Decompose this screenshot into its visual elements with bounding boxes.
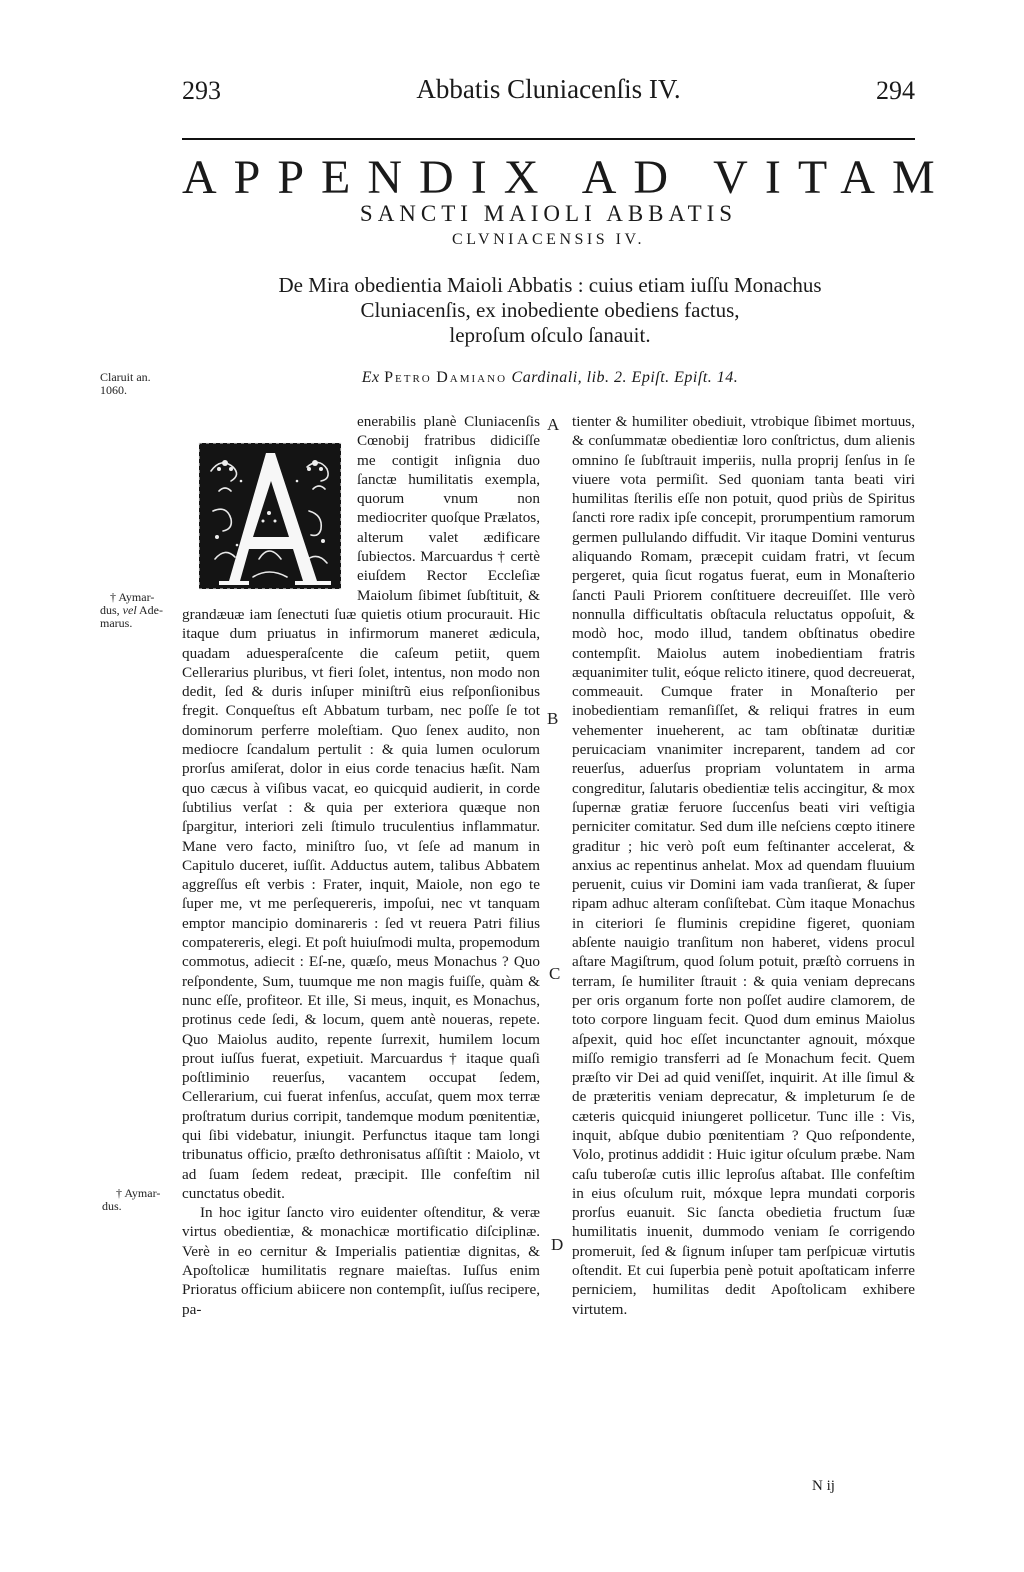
- section-marker-d: D: [551, 1235, 564, 1254]
- appendix-title: APPENDIX AD VITAM: [182, 151, 952, 204]
- appendix-subtitle: SANCTI MAIOLI ABBATIS: [359, 201, 738, 226]
- appendix-subtitle-2: CLVNIACENSIS IV.: [452, 231, 645, 248]
- margin-note-aymardus-1: [100, 591, 182, 630]
- margin-note-aymardus-2-line-1: † Aymar-: [116, 1186, 161, 1200]
- margin-note-aymardus-1-line-1: † Aymar-: [110, 590, 155, 604]
- margin-note-aymardus-2: [102, 1187, 184, 1213]
- drop-cap-initial: [197, 441, 343, 591]
- section-marker-a: A: [547, 415, 560, 434]
- source-ex: Ex: [361, 369, 380, 386]
- section-marker-b: B: [547, 709, 559, 728]
- margin-note-aymardus-1-line-3: marus.: [100, 616, 133, 630]
- source-reference: Cardinali, lib. 2. Epiſt. Epiſt. 14.: [511, 369, 739, 386]
- margin-note-aymardus-2-line-2: dus.: [102, 1199, 122, 1213]
- section-marker-c: C: [549, 964, 561, 983]
- right-column-paragraph: tienter & humiliter obediuit, vtrobique ſibimet mortuus, & conſummatæ obedientiæ loro conſtrictus, dum alienis omnino ſe ſubſtrauit imperiis, nulla proprij ſenſus in ſe viuere vota permiſit. Sed quoniam tanta beati viri humilitas ſterilis eſſe non potuit, quod priùs de Spiritus ſancti rore radix ipſe concepit, prorumpentium ramorum germen pullulando diffudit. Vir itaque Domini venturus aliquando Romam, præcepit cuidam fratri, vt ſecum pergeret, quia ſicut rogatus fuerat, eum in Monaſterio ſancti Pauli Priorem conſtituere decreuiſſet. Ille verò nonnulla difficultatis obſtacula reluctatus oppoſuit, & modò hoc, modo illud, tandem obſtinatus obedire contempſit. Maiolus autem inobedientiam fratris æquanimiter tulit, eóque relicto itinere, quod decreuerat, commeauit. Cumque frater in Monaſterio per inobedientiam remanſiſſet, & reliqui fratres in eum vehementer inueherent, ac tam obſtinatæ duritiæ peruicaciam vnanimiter increparent, tandem ad cor reuerſus, aduerſus propriam voluntatem in arma congreditur, ſalutaris obedientiæ telis accingitur, & mox ſupernæ gratiæ feruore ſuccenſus beati viri veſtigia perniciter comitatur. Sed dum ille neſciens cœpto itinere graditur ; hic verò poſt eum feſtinanter accelerat, & anxius ac repentinus anhelat. Mox ad quendam fluuium peruenit, cuius vir Domini iam vada tranſierat, & ſuper ripam adhuc alteram conſiſtebat. Cùm itaque Monachus in citeriori ſe fluminis crepidine figeret, quoniam abſente nauigio tranſitum non haberet, videns procul aſtare Magiſtrum, quod ſolum potuit, præſtò corruens in terram, ſe humiliter ſtrauit : & quia veniam deprecans per oris organum forte non poſſet audire clamorem, de toto corpore linguam fecit. Quod dum eminus Maiolus aſpexit, quid hoc eſſet incunctanter agnouit, móxque miſſo remigio transferri ad ſe Monachum fecit. Quem præſto vir Dei ad quid veniſſet, inquirit. At ille ſimul & de præteritis veniam deprecatur, & impleturum ſe de cæteris quicquid iniungeret pollicetur. Tunc ille : Vis, inquit, abſque dubio pœnitentiam ? Quo reſpondente, Volo, protinus addidit : Huic igitur oſculum præbe. Nam caſu tuberoſæ cutis illic leproſus aſtabat. Ille confeſtim in eius oſculum ruit, móxque lepra mundati corporis prorſus euanuit. Sic ſancta obedietia fructum ſuæ humilitatis inuenit, dummodo veniam ſe corrigendo promeruit, ſed & ſignum inſuper tam perſpicuæ virtutis oſtendit. Et cui ſuperbia penè potuit apoſtaticam inferre perniciem, humilitas dedit Apoſtolicam exhibere virtutem.: [572, 413, 915, 1318]
- source-author-first: Petro: [384, 369, 432, 386]
- chapter-heading-line-1: De Mira obedientia Maioli Abbatis : cuius etiam iuſſu Monachus: [278, 273, 822, 297]
- header-rule: [182, 138, 915, 140]
- left-column: [182, 412, 540, 1319]
- source-author-last: Damiano: [436, 369, 508, 386]
- left-column-paragraph-2: In hoc igitur ſancto viro euidenter oſtenditur, & veræ virtus obedientiæ, & monachicæ mortificatio diſciplinæ. Verè in eo cernitur & Imperialis patientiæ dignitas, & Apoſtolicæ humilitatis regnare maieſtas. Iuſſus enim Prioratus officium abiicere non contempſit, iuſſus recipere, pa-: [182, 1204, 540, 1318]
- margin-note-text: dus,: [100, 603, 120, 617]
- running-head: [182, 70, 915, 110]
- left-column-paragraph-1: enerabilis planè Cluniacenſis Cœnobij fratribus didiciſſe me contigit inſignia duo ſanctæ humilitatis exempla, quorum vnum non mediocriter quoſque Prælatos, alterum valet ædificare ſubiectos. Marcuardus † certè eiuſdem Rector Eccleſiæ Maiolum ſibimet ſubſtituit, & grandæuæ iam ſenectuti ſuæ quietis otium procurauit. Hic itaque dum priuatus in infirmorum maneret ædicula, quadam aduesperaſcente die caſeum petiit, quem Cellerarius pluribus, vt fieri ſolet, intentus, non modo non dedit, ſed & duris inſuper miniſtrũ eius reſponſionibus fregit. Conqueſtus eſt Abbatum turbam, nec poſſe ſe tot dominorum perferre moleſtiam. Quo ſenex audito, non mediocre ſcandalum pertulit : & quia lumen oculorum prorſus amiſerat, dolor in eius corde tenacius hæſit. Nam quo cæcus à viſibus vacat, eo quicquid audierit, in corde ſubtilius verſat : & quia per exteriora quæque non ſpargitur, interiori zeli ſtimulo truculentius inflammatur. Mane vero facto, miniſtro ſuo, vt ſeſe ad manum in Capitulo duceret, iuſſit. Adductus autem, talibus Abbatem aggreſſus eſt verbis : Frater, inquit, Maiole, non ego te ſuper me, vt me perſequereris, impoſui, nec vt tanquam emptor mancipio dominareris : ſed vt reuera Patri filius compatereris, elegi. Et poſt huiuſmodi multa, propemodum commotus, adiecit : Eſ-ne, quæſo, meus Monachus ? Quo reſpondente, Sum, tuumque me non magis fuiſſe, quàm & nunc eſſe, profiteor. Et ille, Si meus, inquit, es Monachus, protinus cede ſedi, & locum, quem antè noueras, repete. Quo Maiolus audito, repente ſurrexit, humilem locum prout iuſſus fuerat, expetiuit. Marcuardus † itaque quaſi poſtliminio reuerſus, vacantem occupat ſedem, Cellerarium, cui fuerat infenſus, accuſat, quem mox terræ proſtratum durius corripit, tandemque modum pœnitentiæ, qui ſibi videbatur, iniungit. Perfunctus itaque tam longi tribunatus officio, præſto dethronisatus aſſiſtit : Maiolo, vt ad ſuam ſedem redeat, præcipit. Ille confeſtim nil cunctatus obedit.: [182, 413, 540, 1202]
- margin-note-vel: vel: [122, 603, 137, 617]
- right-column: [572, 412, 915, 1319]
- ornamental-a-icon: [197, 441, 343, 591]
- chapter-heading-line-3: leproſum oſculo ſanauit.: [449, 323, 651, 347]
- margin-note-claruit: Claruit an. 1060.: [100, 370, 151, 397]
- running-title: Abbatis Cluniacenſis IV.: [416, 74, 681, 104]
- margin-note-text: Ade-: [139, 603, 164, 617]
- source-citation: [200, 369, 900, 387]
- page-number-right: 294: [876, 76, 915, 105]
- page-number-left: 293: [182, 76, 221, 105]
- signature-mark: N ij: [812, 1478, 835, 1494]
- chapter-heading-line-2: Cluniacenſis, ex inobediente obediens factus,: [360, 298, 740, 322]
- chapter-heading: [200, 273, 900, 348]
